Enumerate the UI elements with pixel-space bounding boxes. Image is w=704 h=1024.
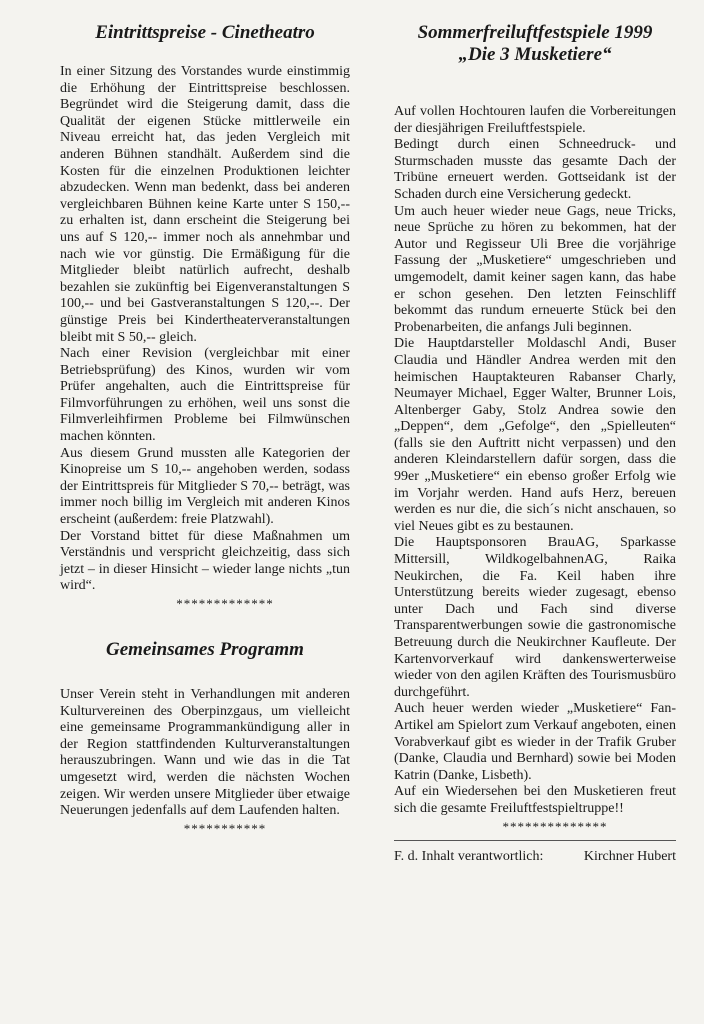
article-paragraph: Aus diesem Grund mussten alle Kategorien der Kinopreise um S 10,-- angehoben werden, sodass der Eintrittspreis für Mitglieder S 70,-- beträgt, was immer noch billig im Vergleich mit anderen Kinos erscheint (außerdem: freie Platzwahl). bbox=[60, 445, 350, 528]
right-column bbox=[394, 22, 676, 865]
article-title-eintrittspreise: Eintrittspreise - Cinetheatro bbox=[95, 22, 315, 43]
separator-stars: *********** bbox=[183, 820, 267, 836]
article-paragraph: Auf vollen Hochtouren laufen die Vorbereitungen der diesjährigen Freiluftfestspiele. bbox=[394, 104, 676, 136]
section-gemeinsames-programm bbox=[60, 639, 350, 836]
article-paragraph: In einer Sitzung des Vorstandes wurde einstimmig die Erhöhung der Eintrittspreise beschlossen. Begründet wird die Steigerung damit, dass die Qualität der eigenen Stücke mittlerweile ein Niveau erreicht hat, das jeden Vergleich mit anderen Bühnen standhält. Außerdem sind die Kosten für die einzelnen Produktionen leichter abzudecken. Wenn man bedenkt, dass bei anderen vergleichbaren Bühnen keine Karte unter S 150,-- zu erhalten ist, dann erscheint die Steigerung bei uns auf S 120,-- immer noch als annehmbar und nach wie vor günstig. Die Ermäßigung für die Mitglieder bleibt natürlich aufrecht, deshalb bezahlen sie zukünftig bei Eigenveranstaltungen S 100,-- und bei Gastveranstaltungen S 120,--. Der günstige Preis bei Kindertheaterveranstaltungen bleibt mit S 50,-- gleich. bbox=[60, 64, 350, 345]
article-title-festspiele bbox=[394, 22, 676, 66]
title-line-1: Sommerfreiluftfestspiele 1999 bbox=[417, 22, 653, 43]
article-paragraph: Die Hauptdarsteller Moldaschl Andi, Buser Claudia und Händler Andrea werden mit den heimischen Hauptakteuren Rabanser Charly, Neumayer Michael, Egger Walter, Brunner Lois, Altenberger Gaby, Stolz Andrea sowie den „Deppen“, dem „Gefolge“, den „Spielleuten“ (falls sie den Auftritt nicht verpassen) und den anderen Kleindarstellern dafür sorgen, dass die 99er „Musketiere“ ein ebenso großer Erfolg wie im Vorjahr werden. Hand aufs Herz, bereuen werden es nur die, die sich´s nicht anschauen, so viel Neues gibt es zu bestaunen. bbox=[394, 336, 676, 534]
article-paragraph: Um auch heuer wieder neue Gags, neue Tricks, neue Sprüche zu hören zu bekommen, hat der Autor und Regisseur Uli Bree die vorjährige Fassung der „Musketiere“ umgeschrieben und umgemodelt, damit keiner sagen kann, das habe er schon gesehen. Den letzten Feinschliff bekommt das rundum erneuerte Stück bei den Probenarbeiten, die anfangs Juli beginnen. bbox=[394, 203, 676, 335]
article-title-programm: Gemeinsames Programm bbox=[106, 639, 304, 660]
article-paragraph: Auch heuer werden wieder „Musketiere“ Fan-Artikel am Spielort zum Verkauf angeboten, einen Vorabverkauf gibt es wieder in der Trafik Gruber (Danke, Claudia und Bernhard) sowie bei Moden Katrin (Danke, Lisbeth). bbox=[394, 701, 676, 783]
footer-name: Kirchner Hubert bbox=[583, 848, 676, 864]
article-paragraph: Die Hauptsponsoren BrauAG, Sparkasse Mittersill, WildkogelbahnenAG, Raika Neukirchen, die Fa. Keil haben ihre Unterstützung bereits wieder zugesagt, ebenso unter Dach und Fach sind diverse Transparentwerbungen sowie die gastronomische Betreuung durch die Neukirchner Kaufleute. Der Kartenvorverkauf wird dankenswerterweise wieder von den agilen Kräften des Tourismusbüro durchgeführt. bbox=[394, 535, 676, 700]
separator-stars: ************** bbox=[502, 818, 608, 834]
footer-responsible bbox=[394, 849, 676, 866]
title-line-2: „Die 3 Musketiere“ bbox=[458, 44, 612, 65]
article-paragraph: Auf ein Wiedersehen bei den Musketieren freut sich die gesamte Freiluftfestspieltruppe!! bbox=[394, 784, 676, 816]
article-paragraph: Unser Verein steht in Verhandlungen mit anderen Kulturvereinen des Oberpinzgaus, um vielleicht eine gemeinsame Programmankündigung aller in der Region stattfindenden Kulturveranstaltungen herauszubringen. Wann und wie das in die Tat umgesetzt wird, werden die nächsten Wochen zeigen. Wir werden unsere Mitglieder über etwaige Neuerungen jedenfalls auf dem Laufenden halten. bbox=[60, 687, 350, 819]
separator-stars: ************* bbox=[176, 596, 274, 611]
left-column bbox=[60, 22, 350, 836]
divider bbox=[394, 840, 676, 841]
article-paragraph: Der Vorstand bittet für diese Maßnahmen um Verständnis und verspricht gleichzeitig, dass sich jetzt – in dieser Hinsicht – wieder lange nichts „tun wird“. bbox=[60, 528, 350, 594]
article-paragraph: Nach einer Revision (vergleichbar mit einer Betriebsprüfung) des Kinos, wurden wir vom Prüfer angehalten, auch die Eintrittspreise für Filmvorführungen zu erhöhen, weil uns sonst die Filmverleihfirmen Probleme bei Filmwünschen machen könnten. bbox=[60, 346, 350, 445]
article-paragraph: Bedingt durch einen Schneedruck- und Sturmschaden musste das gesamte Dach der Tribüne erneuert werden. Gottseidank ist der Schaden durch eine Versicherung gedeckt. bbox=[394, 137, 676, 202]
footer-label: F. d. Inhalt verantwortlich: bbox=[394, 848, 544, 864]
